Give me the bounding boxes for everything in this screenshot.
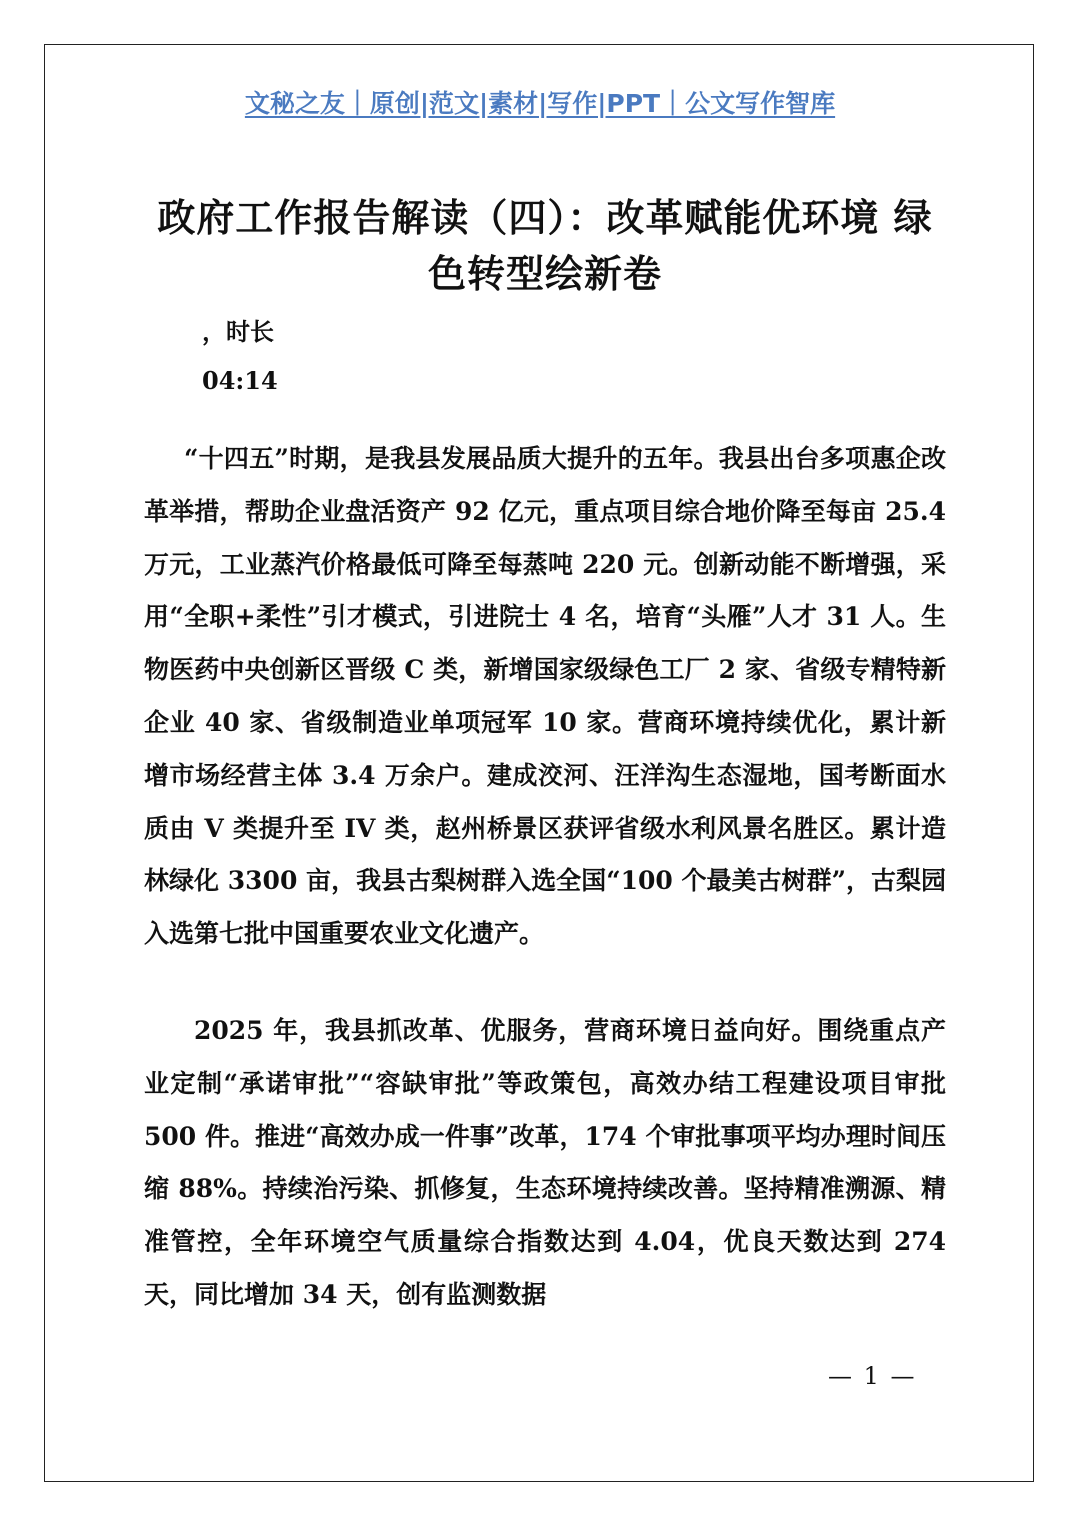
document-title: 政府工作报告解读（四）：改革赋能优环境 绿色转型绘新卷 <box>157 195 933 296</box>
body-paragraph: “十四五”时期，是我县发展品质大提升的五年。我县出台多项惠企改革举措，帮助企业盘活资产 92 亿元，重点项目综合地价降至每亩 25.4 万元，工业蒸汽价格最低可降至每蒸吨 220 元。创新动能不断增强，采用“全职+柔性”引才模式，引进院士 4 名，培育“头雁”人才 31 人。生物医药中央创新区晋级 C 类，新增国家级绿色工厂 2 家、省级专精特新企业 40 家、省级制造业单项冠军 10 家。营商环境持续优化，累计新增市场经营主体 3.4 万余户。建成洨河、汪洋沟生态湿地，国考断面水质由 V 类提升至 IV 类，赵州桥景区获评省级水利风景名胜区。累计造林绿化 3300 亩，我县古梨树群入选全国“100 个最美古树群”，古梨园入选第七批中国重要农业文化遗产。 <box>144 444 946 949</box>
body-paragraph: 2025 年，我县抓改革、优服务，营商环境日益向好。围绕重点产业定制“承诺审批”“容缺审批”等政策包，高效办结工程建设项目审批 500 件。推进“高效办成一件事”改革，174 个审批事项平均办理时间压缩 88%。持续治污染、抓修复，生态环境持续改善。坚持精准溯源、精准管控，全年环境空气质量综合指数达到 4.04，优良天数达到 274 天，同比增加 34 天，创有监测数据 <box>144 1016 946 1309</box>
meta-duration-value: 04:14 <box>202 366 278 395</box>
page-number: — 1 — <box>828 1362 917 1390</box>
header-link[interactable]: 文秘之友｜原创|范文|素材|写作|PPT｜公文写作智库 <box>244 89 836 118</box>
meta-duration-label: ，时长 <box>202 317 274 346</box>
